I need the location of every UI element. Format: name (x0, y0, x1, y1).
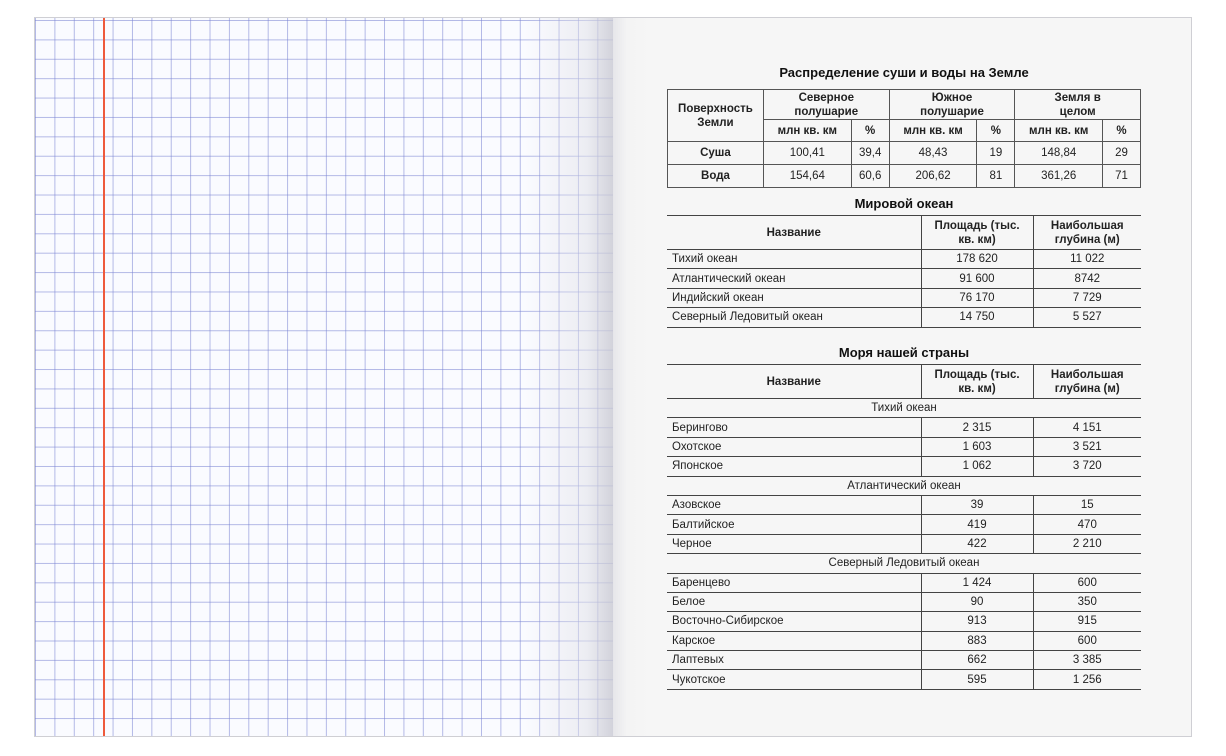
sea-area: 2 315 (921, 418, 1033, 437)
col-name: Название (667, 365, 921, 399)
sea-depth: 915 (1033, 612, 1141, 631)
sea-name: Черное (667, 534, 921, 553)
sea-area: 913 (921, 612, 1033, 631)
group-row (667, 476, 1141, 495)
ocean-area: 14 750 (921, 308, 1033, 327)
group-row (667, 554, 1141, 573)
sea-area: 90 (921, 592, 1033, 611)
ocean-depth: 7 729 (1033, 288, 1141, 307)
table-row (668, 165, 1141, 188)
col-south (889, 90, 1015, 120)
group-label: Северный Ледовитый океан (667, 554, 1141, 573)
sea-depth: 3 521 (1033, 437, 1141, 456)
cell: 48,43 (889, 142, 977, 165)
ocean-area: 76 170 (921, 288, 1033, 307)
sea-area: 595 (921, 670, 1033, 689)
sea-depth: 15 (1033, 495, 1141, 514)
ocean-depth: 11 022 (1033, 250, 1141, 269)
col-earth-label: Земля в целом (1054, 91, 1101, 118)
cell: 81 (977, 165, 1015, 188)
sea-area: 1 603 (921, 437, 1033, 456)
cell: 60,6 (851, 165, 889, 188)
sea-depth: 4 151 (1033, 418, 1141, 437)
col-area (921, 365, 1033, 399)
col-south-label: Южное полушарие (920, 91, 984, 118)
sea-area: 662 (921, 651, 1033, 670)
sea-name: Японское (667, 457, 921, 476)
ocean-depth: 5 527 (1033, 308, 1141, 327)
unit-pct: % (1103, 120, 1141, 142)
col-area (921, 216, 1033, 250)
cell: 39,4 (851, 142, 889, 165)
sea-name: Баренцево (667, 573, 921, 592)
sea-name: Карское (667, 631, 921, 650)
cell: 206,62 (889, 165, 977, 188)
ocean-name: Атлантический океан (667, 269, 921, 288)
sea-depth: 600 (1033, 631, 1141, 650)
col-depth (1033, 365, 1141, 399)
sea-depth: 600 (1033, 573, 1141, 592)
col-depth (1033, 216, 1141, 250)
land-water-title: Распределение суши и воды на Земле (779, 65, 1029, 80)
col-surface (668, 90, 764, 142)
table-row (667, 269, 1141, 288)
cell: 148,84 (1015, 142, 1103, 165)
sea-depth: 3 385 (1033, 651, 1141, 670)
ocean-depth: 8742 (1033, 269, 1141, 288)
sea-area: 422 (921, 534, 1033, 553)
table-row (667, 670, 1141, 689)
cell: 71 (1103, 165, 1141, 188)
sea-area: 419 (921, 515, 1033, 534)
table-row (667, 612, 1141, 631)
sea-depth: 350 (1033, 592, 1141, 611)
world-ocean-table (667, 215, 1141, 328)
col-depth-label: Наибольшая глубина (м) (1050, 368, 1124, 395)
margin-line (103, 18, 105, 736)
cell: 361,26 (1015, 165, 1103, 188)
seas-table (667, 364, 1141, 690)
table-row (667, 437, 1141, 456)
table-row (667, 592, 1141, 611)
sea-area: 1 424 (921, 573, 1033, 592)
table-row (667, 250, 1141, 269)
ocean-name: Индийский океан (667, 288, 921, 307)
sea-name: Белое (667, 592, 921, 611)
sea-name: Азовское (667, 495, 921, 514)
cell: 29 (1103, 142, 1141, 165)
sea-name: Берингово (667, 418, 921, 437)
table-row (667, 288, 1141, 307)
cell: 19 (977, 142, 1015, 165)
unit-area: млн кв. км (1015, 120, 1103, 142)
table-row (667, 457, 1141, 476)
seas-title: Моря нашей страны (838, 345, 970, 360)
unit-area: млн кв. км (889, 120, 977, 142)
unit-pct: % (977, 120, 1015, 142)
row-label: Вода (668, 165, 764, 188)
sea-name: Восточно-Сибирское (667, 612, 921, 631)
ocean-area: 178 620 (921, 250, 1033, 269)
notebook-spread (34, 17, 1192, 737)
unit-pct: % (851, 120, 889, 142)
sea-name: Балтийское (667, 515, 921, 534)
cell: 154,64 (763, 165, 851, 188)
sea-depth: 1 256 (1033, 670, 1141, 689)
col-north (763, 90, 889, 120)
gutter-shadow (525, 18, 613, 736)
col-area-label: Площадь (тыс. кв. км) (934, 368, 1020, 395)
group-label: Атлантический океан (667, 476, 1141, 495)
group-row (667, 399, 1141, 418)
col-earth (1015, 90, 1141, 120)
graph-paper-page (35, 18, 613, 736)
col-surface-label: Поверхность Земли (678, 102, 753, 129)
sea-name: Чукотское (667, 670, 921, 689)
unit-area: млн кв. км (763, 120, 851, 142)
table-row (667, 418, 1141, 437)
group-label: Тихий океан (667, 399, 1141, 418)
col-depth-label: Наибольшая глубина (м) (1050, 219, 1124, 246)
sea-depth: 2 210 (1033, 534, 1141, 553)
sea-name: Лаптевых (667, 651, 921, 670)
col-north-label: Северное полушарие (794, 91, 859, 118)
table-row (667, 495, 1141, 514)
table-row (667, 631, 1141, 650)
ocean-area: 91 600 (921, 269, 1033, 288)
table-row (667, 308, 1141, 327)
sea-depth: 470 (1033, 515, 1141, 534)
table-row (667, 573, 1141, 592)
sea-name: Охотское (667, 437, 921, 456)
ocean-name: Северный Ледовитый океан (667, 308, 921, 327)
sea-area: 39 (921, 495, 1033, 514)
table-row (668, 142, 1141, 165)
sea-depth: 3 720 (1033, 457, 1141, 476)
sea-area: 883 (921, 631, 1033, 650)
land-water-table (667, 89, 1141, 188)
world-ocean-title: Мировой океан (854, 196, 954, 211)
cell: 100,41 (763, 142, 851, 165)
table-row (667, 515, 1141, 534)
col-name: Название (667, 216, 921, 250)
table-row (667, 534, 1141, 553)
reference-page (613, 18, 1192, 736)
row-label: Суша (668, 142, 764, 165)
ocean-name: Тихий океан (667, 250, 921, 269)
sea-area: 1 062 (921, 457, 1033, 476)
col-area-label: Площадь (тыс. кв. км) (934, 219, 1020, 246)
table-row (667, 651, 1141, 670)
